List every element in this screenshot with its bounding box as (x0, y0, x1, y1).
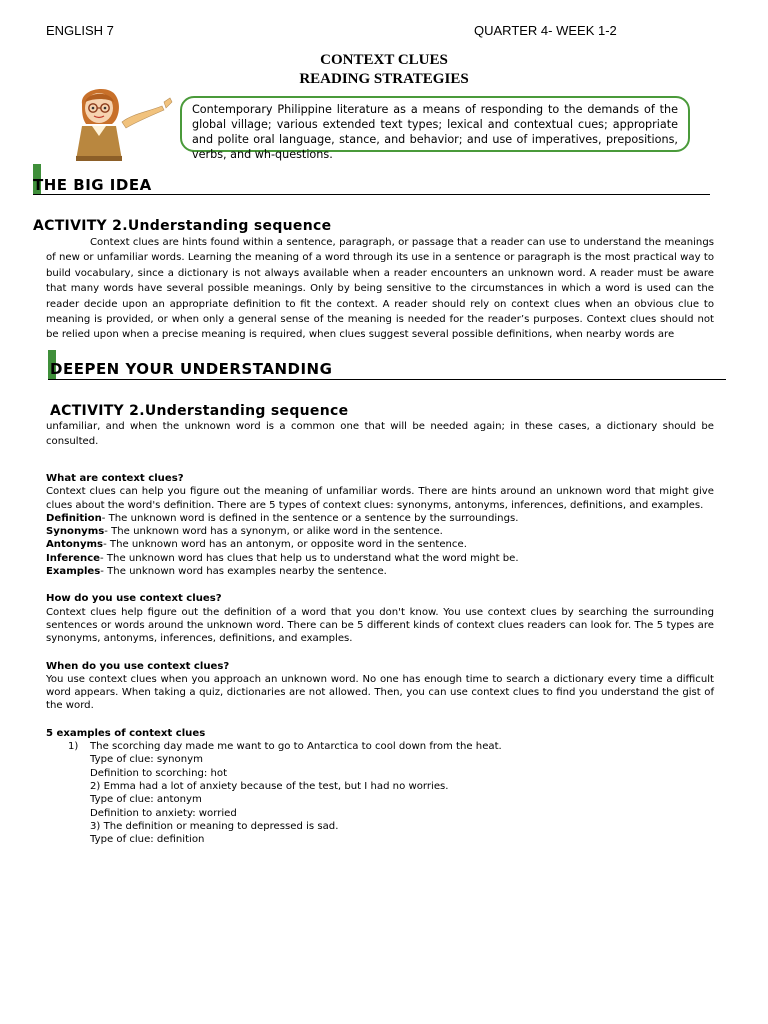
list-item: 3) The definition or meaning to depressed is sad. (90, 820, 339, 832)
term-desc: - The unknown word is defined in the sentence or a sentence by the surroundings. (101, 512, 519, 524)
teacher-illustration (52, 84, 177, 164)
question-when: When do you use context clues? (46, 660, 230, 672)
learning-objective-bubble: Contemporary Philippine literature as a means of responding to the demands of the global village; various extended text types; lexical and contextual cues; appropriate and polite oral language, stance, and behavior; and use of imperatives, prepositions, verbs, and wh-questions. (180, 96, 690, 152)
deepen-content (46, 419, 714, 846)
term: Inference (46, 552, 101, 564)
list-item: The scorching day made me want to go to Antarctica to cool down from the heat. (90, 741, 502, 753)
list-item: Type of clue: antonym (90, 794, 202, 806)
list-item: Type of clue: definition (90, 834, 205, 846)
term-desc: - The unknown word has clues that help us to understand what the word might be. (100, 552, 519, 564)
clue-type-examples (46, 565, 714, 578)
question-how: How do you use context clues? (46, 593, 222, 605)
clue-type-antonyms (46, 538, 714, 551)
term: Antonyms (46, 539, 104, 551)
context-clues-paragraph (46, 235, 714, 342)
clue-type-definition (46, 512, 714, 525)
list-item: Definition to anxiety: worried (90, 807, 237, 819)
examples-heading: 5 examples of context clues (46, 727, 206, 739)
deepen-heading: DEEPEN YOUR UNDERSTANDING (50, 360, 333, 378)
section-divider (33, 194, 710, 195)
list-item: Type of clue: synonym (90, 754, 203, 766)
continuation-text: unfamiliar, and when the unknown word is a common one that will be needed again; in these cases, a dictionary should be consulted. (46, 421, 714, 447)
clue-type-synonyms (46, 525, 714, 538)
big-idea-heading: THE BIG IDEA (33, 176, 152, 194)
activity-heading: ACTIVITY 2.Understanding sequence (33, 218, 332, 234)
question-what: What are context clues? (46, 473, 184, 484)
page-title: CONTEXT CLUES (320, 52, 448, 68)
paragraph-text: Context clues are hints found within a sentence, paragraph, or passage that a reader can use to understand the meanings of new or unfamiliar words. Learning the meaning of a word through its use in a sentence or paragraph is the most practical way to build vocabulary, since a dictionary is not always available when a reader encounters an unknown word. A reader must be aware that many words have several possible meanings. Only by being sensitive to the circumstances in which a word is used can the reader decide upon an appropriate definition to fit the context. A reader should rely on context clues when an obvious clue to meaning is provided, or when only a general sense of the meaning is needed for the reader’s purposes. Context clues should not be relied upon when a precise meaning is required, when clues suggest several possible definitions, when nearby words are (46, 237, 714, 341)
term: Definition (46, 512, 102, 524)
term: Synonyms (46, 526, 105, 538)
examples-list (46, 740, 714, 846)
clue-type-inference (46, 552, 714, 565)
answer-what: Context clues can help you figure out the meaning of unfamiliar words. There are hints around an unknown word that might give clues about the word's definition. There are 5 types of context clues: synonyms, antonyms, inferences, definitions, and examples. (46, 486, 714, 511)
page-subtitle: READING STRATEGIES (299, 71, 469, 87)
list-number: 1) (68, 741, 79, 753)
subject-label: ENGLISH 7 (46, 23, 114, 38)
term: Examples (46, 566, 101, 578)
list-item: Definition to scorching: hot (90, 767, 228, 779)
term-desc: - The unknown word has examples nearby the sentence. (100, 566, 387, 578)
quarter-label: QUARTER 4- WEEK 1-2 (474, 23, 617, 38)
term-desc: - The unknown word has a synonym, or alike word in the sentence. (104, 526, 443, 538)
section-divider (48, 379, 726, 380)
activity-heading-2: ACTIVITY 2.Understanding sequence (50, 403, 349, 419)
term-desc: - The unknown word has an antonym, or opposite word in the sentence. (103, 539, 467, 551)
answer-when: You use context clues when you approach an unknown word. No one has enough time to search a dictionary every time a difficult word appears. When taking a quiz, dictionaries are not allowed. Then, you can use context clues to find you understand the gist of the word. (46, 673, 714, 712)
answer-how: Context clues help figure out the definition of a word that you don't know. You use context clues by searching the surrounding sentences or words around the unknown word. There can be 5 different kinds of context clues readers can look for. The 5 types are synonyms, antonyms, inferences, definitions, and examples. (46, 606, 714, 645)
list-item: 2) Emma had a lot of anxiety because of the test, but I had no worries. (90, 780, 449, 792)
